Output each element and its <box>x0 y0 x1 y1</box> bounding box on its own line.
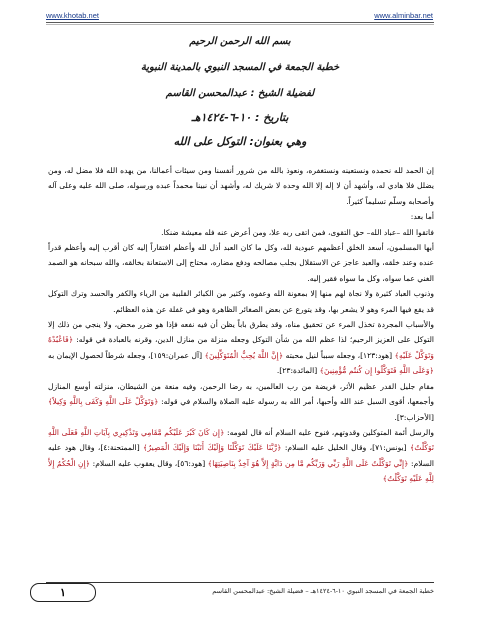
paragraph-text: [الممتحنة:٤]، وقال هود عليه السلام: <box>48 443 434 468</box>
quran-verse: ﴿إِن كَانَ كَبُرَ عَلَيْكُم مَّقَامِي وَتَذْكِيرِي بِآيَاتِ اللَّهِ فَعَلَى اللَّهِ تَوَكَّلْتُ﴾ <box>48 427 434 453</box>
quran-verse: ﴿وَتَوَكَّلْ عَلَى اللَّهِ وَكَفَى بِاللَّهِ وَكِيلاً﴾ <box>48 397 159 407</box>
basmala: بسم الله الرحمن الرحيم <box>189 36 291 47</box>
paragraph: إن الحمد لله نحمده ونستعينه ونستغفره، ونعوذ بالله من شرور أنفسنا ومن سيئات أعمالنا، من يهده الله فلا مضل له، ومن يضلل فلا هادي له، وأشهد أن لا إله إلا الله وحده لا شريك له، وأشهد أن نبينا محمداً عبده ورسوله، صلى الله عليه وعلى آله وأصحابه وسلّم تسليماً كثيراً. <box>48 166 434 206</box>
sermon-date: بتاريخ : ١٠-٦-١٤٢٤هـ <box>191 111 289 124</box>
paragraph <box>48 379 434 425</box>
footer-rule <box>46 582 434 583</box>
sermon-body <box>48 163 434 566</box>
sheikh-name: لفضيلة الشيخ : عبدالمحسن القاسم <box>165 88 315 99</box>
paragraph: فاتقوا الله –عباد الله– حق التقوى، فمن اتقى ربه علا، ومن أعرض عنه فله معيشة ضنكا. <box>161 227 434 237</box>
quran-verse: ﴿وَعَلَى اللَّهِ فَتَوَكَّلُوا إِن كُنتُم مُّؤْمِنِينَ﴾ <box>319 366 434 376</box>
paragraph-text: [المائدة:٢٣]. <box>276 366 318 376</box>
paragraph-text: [آل عمران:١٥٩]، وجعله شرطاً لحصول الإيمان به <box>48 350 203 360</box>
quran-verse: ﴿إِنِّي تَوَكَّلْتُ عَلَى اللَّهِ رَبِّي وَرَبِّكُم مَّا مِن دَابَّةٍ إِلاَّ هُوَ آخِذٌ بِنَاصِيَتِهَا﴾ <box>207 458 409 468</box>
paragraph: أما بعد: <box>410 212 434 222</box>
paragraph-text: [يونس:٧١]، وقال الخليل عليه السلام: <box>284 443 407 453</box>
paragraph <box>48 425 434 487</box>
paragraph-text: [الأحزاب:٣]. <box>394 412 434 422</box>
quran-verse: ﴿إِنِ الْحُكْمُ إِلاَّ لِلَّهِ عَلَيْهِ تَوَكَّلْتُ﴾ <box>48 458 434 484</box>
paragraph <box>48 317 434 379</box>
quran-verse: ﴿إِنَّ اللَّهَ يُحِبُّ الْمُتَوَكِّلِينَ﴾ <box>204 350 284 360</box>
khotab-link[interactable]: www.khotab.net <box>46 11 99 20</box>
header-rule-thin <box>46 24 434 25</box>
paragraph-text: والرسل أئمة المتوكلين وقدوتهم، فنوح عليه السلام أنه قال لقومه: <box>227 427 434 437</box>
page-number: ١ <box>30 583 96 602</box>
paragraph: وذنوب العباد كثيرة ولا نجاة لهم منها إلا بمعونة الله وعفوه، وكثير من الكبائر القلبية من الرياء والكفر والحسد وترك التوكل قد يقع فيها المرء وهو لا يشعر بها، وقد يتورع عن بعض الصغائر الظاهرة وهو في غفلة عن هذه العظائم. <box>48 289 434 314</box>
quran-verse: ﴿رَّبَّنَا عَلَيْكَ تَوَكَّلْنَا وَإِلَيْكَ أَنَبْنَا وَإِلَيْكَ الْمَصِيرُ﴾ <box>143 443 282 453</box>
quran-verse: ﴿فَاعْبُدْهُ وَتَوَكَّلْ عَلَيْهِ﴾ <box>48 335 434 360</box>
footer-caption: خطبة الجمعة في المسجد النبوي ١٠-٦-١٤٢٤هـ – فضيلة الشيخ: عبدالمحسن القاسم <box>212 587 434 595</box>
sermon-topic: وهي بعنوان: التوكل على الله <box>173 135 307 148</box>
paragraph-text: [هود:١٢٣]، وجعله سبباً لنيل محبته <box>285 350 393 360</box>
sermon-title: خطبة الجمعة في المسجد النبوي بالمدينة النبوية <box>140 62 340 73</box>
header-rule <box>46 22 434 23</box>
alminbar-link[interactable]: www.alminbar.net <box>374 11 433 20</box>
paragraph-text: [هود:٥٦]، وقال يعقوب عليه السلام: <box>92 458 206 468</box>
paragraph-text: والأسباب المجردة تخذل المرء عن تحقيق مناه، وقد يطرق باباً يظن أن فيه نفعه فإذا هو ضرر محض، ولا ينجي من ذلك إلا التوكل على العزيز الرحيم؛ لذا عظم الله من شأن التوكل وجعله منزلة من منازل الدين، وقرنه بالعبادة في قوله: <box>48 320 434 345</box>
paragraph-text: مقام جليل القدر عظيم الأثر، فريضة من رب العالمين، به رضا الرحمن، وفيه منعة من الشيطان، منزلته أوسع المنازل وأجمعها، أقوى السبل عند الله وأحبها، أمر الله به رسوله عليه الصلاة والسلام في قوله: <box>48 381 434 407</box>
paragraph: أيها المسلمون، أسعد الخلق أعظمهم عبودية لله، وكل ما كان العبد أذل لله وأعظم افتقاراً إليه كان أقرب إليه وأعظم قدراً عنده وعند خلقه، والعبد عاجز عن الاستقلال بجلب مصالحه ودفع مضاره، محتاج إلى الاستعانة بخالقه، والله سبحانه هو الصمد الغني عما سواه، وكل ما سواه فقير إليه. <box>48 243 434 283</box>
